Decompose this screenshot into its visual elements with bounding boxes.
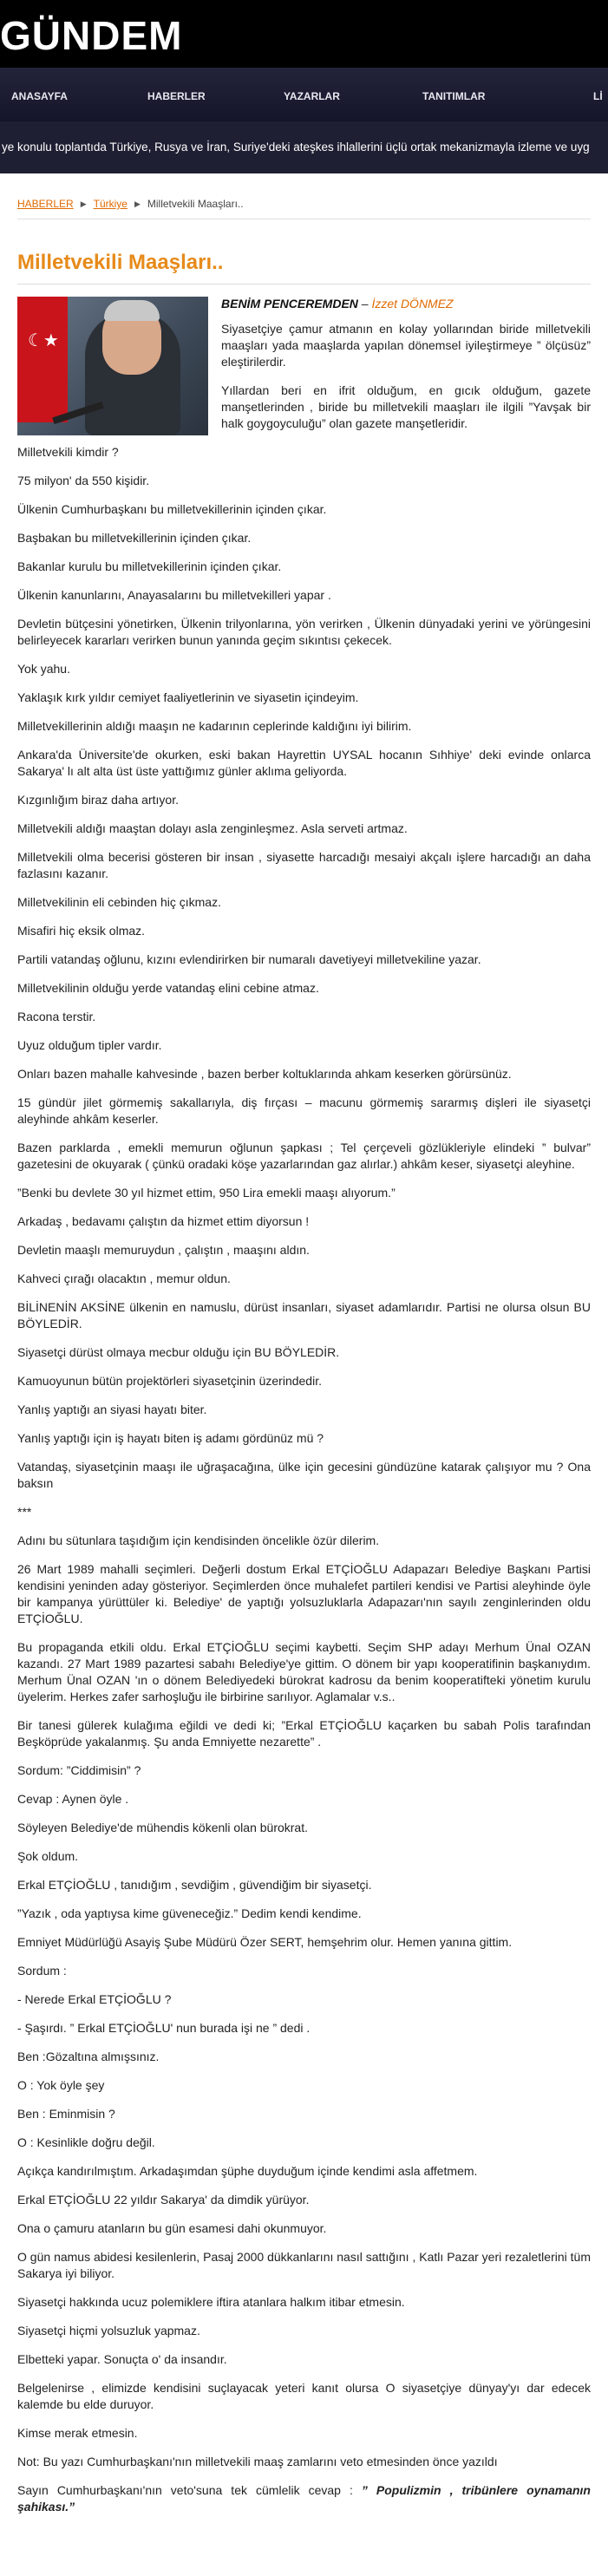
article-paragraph: Kızgınlığım biraz daha artıyor. <box>17 793 179 807</box>
article-paragraph: - Şaşırdı. ” Erkal ETÇİOĞLU' nun burada işi ne ” dedi . <box>17 2021 311 2035</box>
intro-paragraph: Yıllardan beri en ifrit olduğum, en gıcık olduğum, gazete manşetlerinden , biride bu milletvekili maaşları ile ilgili ”Yavşak bir halk goygoyculuğu” olan gazete manşetleridir. <box>221 383 591 430</box>
main-content <box>0 189 608 2515</box>
intro-paragraph: Siyasetçiye çamur atmanın en kolay yollarından biride milletvekili maaşları yada maaşlarda yapılan dönemsel iyileştirmeye ” ölçüsüz” eleştirilerdir. <box>221 322 591 369</box>
article-paragraph: 15 gündür jilet görmemiş sakallarıyla, diş fırçası – macunu görmemiş sararmış dişleri ile siyasetçi aleyhinde ahkâm keserler. <box>17 1095 591 1126</box>
article-paragraph: Kamuoyunun bütün projektörleri siyasetçinin üzerindedir. <box>17 1374 322 1388</box>
article-paragraph: Bir tanesi gülerek kulağıma eğildi ve dedi ki; ”Erkal ETÇİOĞLU kaçarken bu sabah Polis tarafından Beşköprüde yakalanmış. Şu anda Emniyette nezarette” . <box>17 1718 591 1749</box>
nav-item-anasayfa[interactable]: ANASAYFA <box>11 90 68 102</box>
site-logo[interactable]: GÜNDEM <box>0 13 183 58</box>
breadcrumb-arrow-icon: ▶ <box>134 199 141 208</box>
byline: BENİM PENCEREMDEN – İzzet DÖNMEZ <box>221 297 454 311</box>
article-paragraph: O gün namus abidesi kesilenlerin, Pasaj 2000 dükkanlarını nasıl sattığını , Katlı Pazar yeri rezaletlerini tüm Sakarya iyi biliyor. <box>17 2250 591 2280</box>
breadcrumb-current: Milletvekili Maaşları.. <box>147 198 244 210</box>
article-paragraph: Uyuz olduğum tipler vardır. <box>17 1038 162 1052</box>
final-quote: ” Populizmin , tribünlere oynamanın şahikası.” <box>17 2483 591 2514</box>
article-paragraph: Sordum: ”Ciddimisin” ? <box>17 1763 141 1777</box>
article-paragraph: Vatandaş, siyasetçinin maaşı ile uğraşacağına, ülke için gecesini gündüzüne katarak çalışıyor mu ? Ona baksın <box>17 1460 591 1490</box>
article-paragraph: 26 Mart 1989 mahalli seçimleri. Değerli dostum Erkal ETÇİOĞLU Adapazarı Belediye Başkanı Partisi kendisini yeninden aday gösteriyor. Seçimlerden önce muhalefet partileri kendisi ve Partisi aleyhinde öyle bir kampanya yürüttüler ki. Belediye' de yaptığı yolsuzluklarla Adapazarı'nın sayılı zenginlerinden oldu ETÇİOĞLU. <box>17 1562 591 1625</box>
article-paragraph: ”Yazık , oda yaptıysa kime güveneceğiz.” Dedim kendi kendime. <box>17 1906 362 1920</box>
nav-item-yazarlar[interactable]: YAZARLAR <box>284 90 340 102</box>
article-title: Milletvekili Maaşları.. <box>17 251 224 274</box>
nav-item-tanitimlar[interactable]: TANITIMLAR <box>422 90 486 102</box>
article-paragraph: Erkal ETÇİOĞLU , tanıdığım , sevdiğim , güvendiğim bir siyasetçi. <box>17 1878 372 1892</box>
article-paragraph: Söyleyen Belediye'de mühendis kökenli olan bürokrat. <box>17 1821 308 1834</box>
article-paragraph: Erkal ETÇİOĞLU 22 yıldır Sakarya' da dimdik yürüyor. <box>17 2193 310 2207</box>
breadcrumb <box>17 189 591 219</box>
article-paragraph: Milletvekili olma becerisi gösteren bir insan , siyasette harcadığı mesaiyi akçalı işlere harcadığı an daha fazlasını kazanır. <box>17 850 591 880</box>
article-paragraph: Siyasetçi dürüst olmaya mecbur olduğu için BU BÖYLEDİR. <box>17 1345 340 1359</box>
article-paragraph: Ona o çamuru atanların bu gün esamesi dahi okunmuyor. <box>17 2221 327 2235</box>
article-paragraph: Milletvekili kimdir ? <box>17 445 119 459</box>
breadcrumb-arrow-icon: ▶ <box>80 199 87 208</box>
article-paragraph: Belgelenirse , elimizde kendisini suçlayacak yeteri kanıt olursa O siyasetçiye dünyay'yı dar edecek kalemde bu elde duruyor. <box>17 2381 591 2411</box>
news-ticker[interactable] <box>0 121 608 173</box>
article-paragraph: Ülkenin Cumhurbaşkanı bu milletvekillerinin içinden çıkar. <box>17 502 327 516</box>
site-header <box>0 0 608 68</box>
article-paragraph: Yanlış yaptığı için iş hayatı biten iş adamı gördünüz mü ? <box>17 1431 324 1445</box>
nav-item-haberler[interactable]: HABERLER <box>147 90 206 102</box>
article-paragraph: Yanlış yaptığı an siyasi hayatı biter. <box>17 1402 207 1416</box>
article-paragraph: Bazen parklarda , emekli memurun oğlunun şapkası ; Tel çerçeveli gözlükleriyle elindeki ” bulvar” gazetesini de okuyarak ( çünkü oradaki köşe yazarlarından gaz alırlar.) ahkâm keser, siyasetçi aleyhine. <box>17 1141 591 1171</box>
article-paragraph: Kahveci çırağı olacaktın , memur oldun. <box>17 1272 231 1285</box>
article-paragraph: O : Kesinlikle doğru değil. <box>17 2135 155 2149</box>
article-paragraph: Başbakan bu milletvekillerinin içinden çıkar. <box>17 531 252 545</box>
article-paragraph: Partili vatandaş oğlunu, kızını evlendirirken bir numaralı davetiyeyi milletvekiline yazar. <box>17 952 481 966</box>
article-paragraph: Racona terstir. <box>17 1010 96 1023</box>
article-paragraph: Milletvekili aldığı maaştan dolayı asla zenginleşmez. Asla serveti artmaz. <box>17 821 408 835</box>
article-paragraph: Misafiri hiç eksik olmaz. <box>17 924 146 938</box>
article-body <box>17 444 591 2470</box>
article-paragraph: Ben :Gözaltına almışsınız. <box>17 2050 160 2063</box>
article-paragraph: Siyasetçi hakkında ucuz polemiklere iftira atanlara halkım itibar etmesin. <box>17 2295 405 2309</box>
ticker-text[interactable]: ye konulu toplantıda Türkiye, Rusya ve İran, Suriye'deki ateşkes ihlallerini üçlü ortak mekanizmayla izleme ve uyg <box>2 141 590 154</box>
article-paragraph: Sordum : <box>17 1964 67 1978</box>
article-paragraph: ”Benki bu devlete 30 yıl hizmet ettim, 950 Lira emekli maaşı alıyorum.” <box>17 1186 396 1200</box>
article-paragraph: Elbetteki yapar. Sonuçta o' da insandır. <box>17 2352 227 2366</box>
article-paragraph: O : Yok öyle şey <box>17 2078 105 2092</box>
article-paragraph: Açıkça kandırılmıştım. Arkadaşımdan şüphe duyduğum içinde kendimi asla affetmem. <box>17 2164 478 2178</box>
breadcrumb-turkiye[interactable]: Türkiye <box>93 198 127 210</box>
author-name[interactable]: İzzet DÖNMEZ <box>371 297 454 311</box>
article-paragraph: Emniyet Müdürlüğü Asayiş Şube Müdürü Özer SERT, hemşehrim olur. Hemen yanına gittim. <box>17 1935 513 1949</box>
author-photo <box>17 297 208 435</box>
article-paragraph: Milletvekilinin olduğu yerde vatandaş elini cebine atmaz. <box>17 981 319 995</box>
article-paragraph: Şok oldum. <box>17 1849 79 1863</box>
article-paragraph: Adını bu sütunlara taşıdığım için kendisinden öncelikle özür dilerim. <box>17 1533 380 1547</box>
article-paragraph: Ben : Eminmisin ? <box>17 2107 115 2121</box>
breadcrumb-haberler[interactable]: HABERLER <box>17 198 74 210</box>
nav-item-overflow[interactable]: Lİ <box>593 90 603 102</box>
article-paragraph: Onları bazen mahalle kahvesinde , bazen berber koltuklarında ahkam keserken görürsünüz. <box>17 1067 512 1081</box>
article-paragraph: Ülkenin kanunlarını, Anayasalarını bu milletvekilleri yapar . <box>17 588 331 602</box>
column-name: BENİM PENCEREMDEN <box>221 297 358 311</box>
article-paragraph: Bakanlar kurulu bu milletvekillerinin içinden çıkar. <box>17 559 282 573</box>
final-prefix: Sayın Cumhurbaşkanı'nın veto'suna tek cümlelik cevap : <box>17 2483 362 2497</box>
article-paragraph: 75 milyon' da 550 kişidir. <box>17 474 150 487</box>
article-paragraph: Siyasetçi hiçmi yolsuzluk yapmaz. <box>17 2324 200 2337</box>
article-paragraph: BİLİNENİN AKSİNE ülkenin en namuslu, dürüst insanları, siyaset adamlarıdır. Partisi ne olursa olsun BU BÖYLEDİR. <box>17 1300 591 1330</box>
article-paragraph: Devletin bütçesini yönetirken, Ülkenin trilyonlarına, yön verirken , Ülkenin dünyadaki yerini ve yörüngesini belirleyecek kararları verirken bunun yanında geçim sıkıntısı çekecek. <box>17 617 591 647</box>
article-paragraph: Ankara'da Üniversite'de okurken, eski bakan Hayrettin UYSAL hocanın Sıhhiye' deki evinde onlarca Sakarya' lı alt alta üst üste yattığımız günler aklıma geliyorda. <box>17 748 591 778</box>
article-paragraph: Bu propaganda etkili oldu. Erkal ETÇİOĞLU seçimi kaybetti. Seçim SHP adayı Merhum Ünal OZAN kazandı. 27 Mart 1989 pazartesi sabahı Belediye'ye gittim. O dönem bir yapı kooperatifinin başkanıydım. Merhum Ünal OZAN 'ın o dönem Belediyedeki bürokrat kadrosu da benim kooperatifteki yönetim kurulu üyelerim. Herkes zafer sarhoşluğu ile birbirine sarılıyor. Aglamalar v.s.. <box>17 1640 591 1703</box>
article-paragraph: Devletin maaşlı memuruydun , çalıştın , maaşını aldın. <box>17 1243 310 1257</box>
final-paragraph <box>17 2482 591 2515</box>
turkish-flag-icon <box>17 297 68 422</box>
article-paragraph: Arkadaş , bedavamı çalıştın da hizmet ettim diyorsun ! <box>17 1214 310 1228</box>
article-paragraph: Yok yahu. <box>17 662 70 676</box>
article-paragraph: - Nerede Erkal ETÇİOĞLU ? <box>17 1992 172 2006</box>
article-paragraph: Yaklaşık kırk yıldır cemiyet faaliyetlerinin ve siyasetin içindeyim. <box>17 690 359 704</box>
article-paragraph: Milletvekilinin eli cebinden hiç çıkmaz. <box>17 895 221 909</box>
article-paragraph: Cevap : Aynen öyle . <box>17 1792 129 1806</box>
article-paragraph: *** <box>17 1505 32 1519</box>
article-paragraph: Kimse merak etmesin. <box>17 2426 138 2440</box>
article-paragraph: Milletvekillerinin aldığı maaşın ne kadarının ceplerinde kaldığını iyi bilirim. <box>17 719 412 733</box>
article-paragraph: Not: Bu yazı Cumhurbaşkanı'nın milletvekili maaş zamlarını veto etmesinden önce yazıldı <box>17 2455 498 2468</box>
